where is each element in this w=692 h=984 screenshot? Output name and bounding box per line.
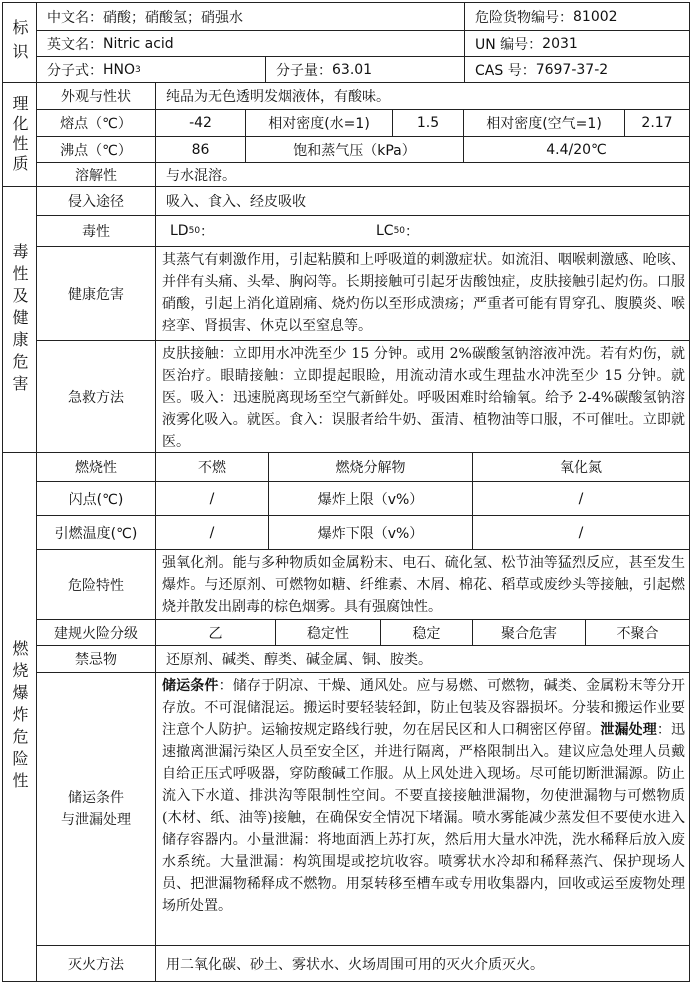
stability-value: 稳定 [412, 625, 441, 642]
polymerization-label: 聚合危害 [501, 625, 557, 642]
chinese-name-cell [37, 3, 464, 30]
combustibility-label: 燃烧性 [75, 460, 117, 476]
formula-label: 分子式： [47, 62, 103, 79]
first-aid-text: 皮肤接触：立即用水冲洗至少 15 分钟。或用 2%碳酸氢钠溶液冲洗。若有灼伤，就医治疗。眼睛接触：立即提起眼睑，用流动清水或生理盐水冲洗至少 15 分钟。就医。吸入：迅速脱离现场至空气新鲜处。呼吸困难时给输氧。给予 2-4%碳酸氢钠溶液雾化吸入。就医。食入：误服者给牛奶、蛋清、植物油等口服，不可催吐。立即就医。 [162, 346, 685, 450]
storage-leak-label-line2: 与泄漏处理 [61, 812, 131, 828]
chinese-name-value: 硝酸；硝酸氢；硝强水 [103, 9, 243, 26]
storage-heading: 储运条件 [162, 678, 219, 694]
cas-label: CAS 号： [475, 62, 536, 79]
hazard-characteristics-text: 强氧化剂。能与多种物质如金属粉末、电石、硫化氢、松节油等猛烈反应，甚至发生爆炸。与还原剂、可燃物如糖、纤维素、木屑、棉花、稻草或废纱头等接触，引起燃烧并散发出剧毒的棕色烟雾。具有强腐蚀性。 [162, 555, 685, 615]
storage-leak-label-line1: 储运条件 [68, 790, 124, 806]
ignition-temp-label: 引燃温度(℃) [54, 525, 138, 542]
explosion-upper-value: / [578, 490, 584, 507]
first-aid-label: 急救方法 [68, 389, 124, 406]
hazard-number-label: 危险货物编号： [475, 9, 573, 26]
section-toxicity: 毒性及健康危害 [10, 242, 29, 397]
english-name-value: Nitric acid [103, 35, 174, 52]
molecular-weight-cell [266, 57, 464, 82]
incompatible-value: 还原剂、碱类、醇类、碱金属、铜、胺类。 [166, 652, 432, 668]
extinguishing-value: 用二氧化碳、砂土、雾状水、火场周围可用的灭火介质灭火。 [166, 956, 544, 973]
melting-point-label: 熔点（℃） [60, 116, 132, 132]
health-hazard-text: 其蒸气有刺激作用，引起粘膜和上呼吸道的刺激症状。如流泪、咽喉刺激感、呛咳、并伴有头痛、头晕、胸闷等。长期接触可引起牙齿酸蚀症，皮肤接触引起灼伤。口服硝酸，引起上消化道剧痛、烧灼伤以至形成溃疡；严重者可能有胃穿孔、腹膜炎、喉痉挛、肾损害、休克以至窒息等。 [162, 252, 685, 334]
formula-subscript: 3 [135, 64, 141, 75]
fire-class-value: 乙 [208, 625, 223, 642]
polymerization-value: 不聚合 [616, 625, 659, 642]
extinguishing-label: 灭火方法 [68, 956, 124, 973]
formula-value: HNO [103, 61, 136, 78]
boiling-point-value: 86 [191, 141, 210, 158]
combustion-products-value: 氧化氮 [560, 460, 602, 476]
solubility-value: 与水混溶。 [166, 167, 236, 184]
vapor-pressure-value: 4.4/20℃ [546, 141, 607, 158]
explosion-upper-label: 爆炸上限（v%） [317, 491, 424, 508]
lc50-subscript: 50 [393, 226, 406, 236]
rel-density-water-label: 相对密度(水=1) [268, 116, 370, 132]
formula-cell [37, 57, 265, 82]
appearance-label: 外观与性状 [61, 89, 131, 105]
ld50-label: LD [170, 223, 189, 239]
ignition-temp-value: / [209, 524, 215, 541]
molecular-weight-value: 63.01 [332, 61, 373, 78]
lc50-label: LC [376, 223, 394, 239]
explosion-lower-value: / [578, 524, 584, 541]
vapor-pressure-label: 饱和蒸气压（kPa） [293, 142, 416, 159]
appearance-value: 纯品为无色透明发烟液体，有酸味。 [166, 89, 390, 105]
toxicity-label: 毒性 [82, 224, 110, 240]
hazard-characteristics-label: 危险特性 [68, 577, 124, 594]
section-properties: 理化性质 [10, 94, 29, 175]
route-label: 侵入途径 [68, 194, 124, 210]
health-hazard-label: 健康危害 [68, 286, 124, 303]
fire-class-label: 建规火险分级 [54, 625, 138, 642]
un-number-label: UN 编号： [475, 36, 543, 53]
flash-point-label: 闪点(℃) [68, 491, 124, 508]
section-identification: 标识 [10, 18, 29, 67]
route-value: 吸入、食入、经皮吸收 [166, 194, 306, 210]
lc50-cell [376, 216, 526, 246]
rel-density-air-value: 2.17 [641, 115, 673, 131]
hazard-number-cell [465, 3, 689, 30]
ld50-cell [170, 216, 320, 246]
flash-point-value: / [209, 490, 215, 507]
solubility-label: 溶解性 [75, 167, 117, 184]
rel-density-water-value: 1.5 [416, 115, 440, 131]
storage-leak-label [37, 673, 155, 945]
lc50-colon: ： [405, 224, 420, 240]
english-name-cell [37, 31, 464, 56]
combustion-products-label: 燃烧分解物 [335, 460, 406, 476]
english-name-label: 英文名： [47, 36, 103, 53]
explosion-lower-label: 爆炸下限（v%） [317, 525, 424, 542]
combustibility-value: 不燃 [198, 460, 226, 476]
ld50-subscript: 50 [188, 226, 201, 236]
molecular-weight-label: 分子量： [276, 62, 332, 79]
storage-body: ：储存于阴凉、干燥、通风处。应与易燃、可燃物，碱类、金属粉末等分开存放。不可混储混运。搬运时要轻装轻卸，防止包装及容器损坏。分装和搬运作业要注意个人防护。运输按规定路线行驶，勿在居民区和人口稠密区停留。 [162, 678, 686, 738]
chinese-name-label: 中文名： [47, 9, 103, 26]
leak-heading: 泄漏处理 [600, 722, 657, 738]
section-fire: 燃烧爆炸危险性 [10, 640, 29, 794]
melting-point-value: -42 [189, 115, 212, 131]
storage-leak-text [156, 673, 689, 945]
un-number-cell [465, 31, 689, 56]
stability-label: 稳定性 [307, 625, 349, 642]
boiling-point-label: 沸点（℃） [60, 142, 132, 159]
ld50-colon: ： [200, 224, 215, 240]
leak-body: ：迅速撤离泄漏污染区人员至安全区，并进行隔离，严格限制出入。建议应急处理人员戴自给正压式呼吸器，穿防酸碱工作服。从上风处进入现场。尽可能切断泄漏源。防止流入下水道、排洪沟等限制性空间。不要直接接触泄漏物，勿使泄漏物与可燃物质(木材、纸、油等)接触，在确保安全情况下堵漏。喷水雾能减少蒸发但不要使水进入储存容器内。小量泄漏：将地面洒上苏打灰，然后用大量水冲洗，洗水稀释后放入废水系统。大量泄漏：构筑围堤或挖坑收容。喷雾状水冷却和稀释蒸汽、保护现场人员、把泄漏物稀释成不燃物。用泵转移至槽车或专用收集器内，回收或运至废物处理场所处置。 [162, 722, 686, 914]
rel-density-air-label: 相对密度(空气=1) [486, 116, 602, 132]
hazard-number-value: 81002 [573, 8, 618, 25]
cas-value: 7697-37-2 [535, 61, 609, 78]
un-number-value: 2031 [542, 35, 578, 52]
cas-cell [465, 57, 689, 82]
incompatible-label: 禁忌物 [75, 652, 117, 668]
